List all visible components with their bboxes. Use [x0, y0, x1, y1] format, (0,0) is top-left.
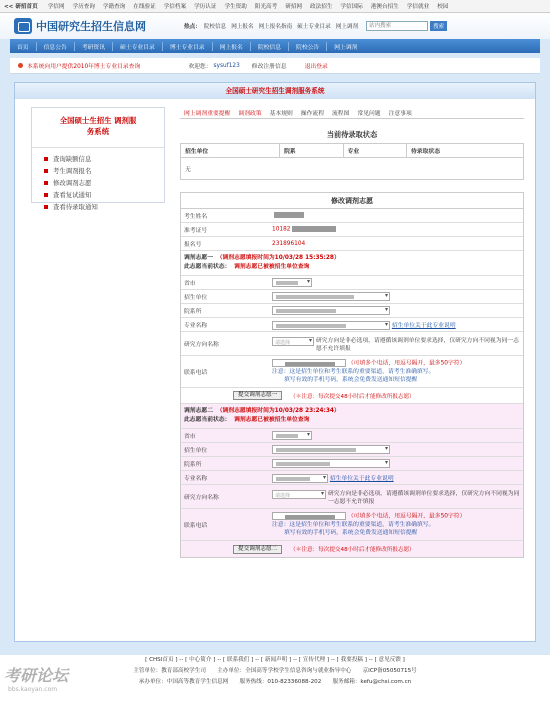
top-link[interactable]: 校园 [437, 4, 449, 10]
phone-label: 联系电话 [184, 370, 208, 376]
status-cell: 无 [181, 158, 280, 180]
phone-note-2: 填写有效的手机号码，系统会免费发送通知短信提醒 [284, 529, 418, 536]
province-select[interactable] [272, 278, 312, 287]
form-title: 修改调剂志愿 [181, 193, 523, 209]
logout-link[interactable]: 退出登录 [304, 64, 328, 70]
footer-links[interactable]: [ CHSI首页 ] -- [ 中心简介 ] -- [ 联系我们 ] -- [ 新闻声明 ] -- [ 宣传代理 ] -- [ 我要投稿 ] -- [ 意见反馈 ] [145, 657, 405, 663]
top-link[interactable]: 学信就业 [406, 4, 430, 10]
sidebar-title [32, 108, 164, 148]
top-link[interactable]: 学信网 [47, 4, 65, 10]
hot-link[interactable]: 网上报名指南 [258, 24, 293, 30]
choice-one-status: 调剂志愿已被被招生单位查询 [234, 264, 310, 270]
choice-one [181, 251, 523, 404]
search-button[interactable]: 搜索 [430, 21, 447, 31]
status-header: 待录取状态 [407, 144, 524, 158]
choice-two-status: 调剂志愿已被被招生单位查询 [234, 417, 310, 423]
welcome-label: 欢迎您： [188, 64, 212, 70]
back-home-link[interactable]: << 研招首页 [4, 4, 38, 10]
tab[interactable]: 流程图 [332, 111, 350, 117]
status-header: 专业 [343, 144, 406, 158]
regno-row [181, 237, 523, 251]
nav-item[interactable]: 博士专业目录 [163, 42, 213, 51]
name-label: 考生姓名 [184, 214, 208, 220]
top-link[interactable]: 学历查询 [72, 4, 95, 10]
hot-link[interactable]: 网上报名 [231, 24, 254, 30]
panel-title: 全国硕士研究生招生调剂服务系统 [15, 83, 535, 99]
phone-note-1: 注意：这是招生单位和考生联系的重要渠道，请考生准确填写。 [272, 521, 435, 528]
province-label: 省市 [184, 281, 196, 287]
nav-item[interactable]: 网上报名 [213, 42, 251, 51]
hot-link[interactable]: 院校信息 [203, 24, 227, 30]
submit-row-1 [181, 388, 523, 404]
ticket-label: 准考证号 [184, 228, 208, 234]
sidebar-item[interactable]: 查看复试通知 [44, 189, 164, 201]
direction-placeholder: 请选择 [275, 339, 291, 346]
tab[interactable]: 注意事项 [388, 111, 412, 117]
modify-registration-link[interactable]: 修改注册信息 [251, 64, 287, 70]
tab[interactable]: 调剂政策 [238, 111, 262, 117]
choice-two-status-label: 此志愿当前状态： [184, 417, 231, 423]
major-info-link[interactable]: 招生单位关于此专业说明 [391, 322, 456, 329]
main-panel [14, 82, 536, 642]
ticket-row [181, 223, 523, 237]
unit-select-2[interactable] [272, 445, 390, 454]
major-select-2[interactable] [272, 474, 328, 483]
status-title: 当前待录取状态 [326, 130, 378, 139]
top-link[interactable]: 研招网 [285, 4, 303, 10]
sidebar-item[interactable]: 修改调剂志愿 [44, 177, 164, 189]
sidebar-menu [32, 148, 164, 213]
phone-input[interactable] [272, 359, 346, 367]
choice-one-title: 调剂志愿一 [184, 255, 213, 261]
top-link[interactable]: 学信国际 [340, 4, 363, 10]
top-links [44, 2, 453, 10]
phone-input-2[interactable] [272, 512, 346, 520]
sidebar-item[interactable]: 查询缺额信息 [44, 153, 164, 165]
main-nav [10, 39, 540, 53]
status-cell [280, 158, 343, 180]
submit-note-2: （＊注意：每次提交48小时后才能修改所报志愿） [290, 547, 415, 553]
tab[interactable]: 网上调剂重要提醒 [184, 111, 231, 117]
search-box [366, 21, 447, 31]
major-select[interactable] [272, 321, 390, 330]
name-row [181, 209, 523, 223]
search-input[interactable] [366, 21, 428, 31]
direction-note: 研究方向是非必选项，请遵循该调剂单位要求选择，仅研究方向不同视为同一志愿不允许填报 [328, 490, 520, 505]
notice-bar [10, 58, 540, 74]
submit-choice-two-button[interactable]: 提交调剂志愿二 [233, 545, 282, 554]
dept-label: 院系所 [184, 309, 202, 315]
notice-message[interactable]: 本系统向用户提供2010年博士专业目录查询 [27, 64, 141, 70]
sidebar [31, 107, 165, 211]
major-label: 专业名称 [184, 476, 208, 482]
info-tabs [180, 107, 524, 119]
nav-item[interactable]: 院校信息 [251, 42, 289, 51]
top-link[interactable]: 学历认证 [194, 4, 217, 10]
tab[interactable]: 操作流程 [300, 111, 324, 117]
choice-two [181, 404, 523, 557]
major-info-link-2[interactable]: 招生单位关于此专业说明 [329, 475, 394, 482]
name-value-masked [274, 212, 304, 218]
nav-item[interactable]: 信息公告 [37, 42, 75, 51]
footer-contact: 承办单位：中国高等教育学生信息网 服务热线：010-82336088-202 服务邮箱：kefu@chsi.com.cn [138, 679, 412, 685]
top-link[interactable]: 阳光高考 [254, 4, 278, 10]
direction-select[interactable] [272, 337, 314, 346]
dept-select[interactable] [272, 306, 390, 315]
footer [0, 655, 550, 703]
direction-select-2[interactable] [272, 490, 326, 499]
nav-item[interactable]: 考研资讯 [75, 42, 113, 51]
unit-label: 招生单位 [184, 295, 208, 301]
nav-item[interactable]: 院校公告 [289, 42, 327, 51]
top-bar [0, 0, 550, 13]
phone-hint: （可填多个电话，用逗号隔开，最多50字符） [347, 513, 466, 520]
modify-form [180, 192, 524, 558]
province-label: 省市 [184, 434, 196, 440]
hot-label: 热点： [184, 24, 201, 30]
phone-note-1: 注意：这是招生单位和考生联系的重要渠道，请考生准确填写。 [272, 368, 435, 375]
header [0, 13, 550, 39]
submit-note-1: （＊注意：每次提交48小时后才能修改所报志愿） [290, 393, 415, 400]
watermark-url: bbs.kaoyan.com [8, 686, 58, 693]
logo-text: 中国研究生招生信息网 [36, 20, 146, 33]
username: sysuf123 [213, 62, 240, 69]
hot-link[interactable]: 硕士专业目录 [297, 24, 331, 30]
choice-one-time: （调剂志愿填报时间为10/03/28 15:35:28） [216, 255, 340, 261]
dept-select-2[interactable] [272, 459, 390, 468]
footer-info: 主管单位：教育部高校学生司 主办单位：全国高等学校学生信息咨询与就业指导中心 京ICP备05050715号 [133, 668, 417, 674]
nav-item[interactable]: 网上调剂 [334, 44, 358, 51]
unit-select[interactable] [272, 292, 390, 301]
watermark-text: 考研论坛 [4, 666, 69, 685]
status-table [180, 143, 524, 180]
top-link[interactable]: 政法招生 [310, 4, 333, 10]
unit-label: 招生单位 [184, 448, 208, 454]
notice-icon [18, 63, 23, 68]
tab[interactable]: 基本规则 [269, 111, 293, 117]
dept-label: 院系所 [184, 462, 202, 468]
major-label: 专业名称 [184, 323, 208, 329]
regno-label: 报名号 [184, 242, 202, 248]
ticket-value: 10182 [272, 226, 291, 233]
choice-one-status-label: 此志愿当前状态： [184, 264, 231, 270]
top-link[interactable]: 学籍查询 [102, 4, 126, 10]
phone-hint: （可填多个电话，用逗号隔开，最多50字符） [347, 360, 466, 367]
direction-label: 研究方向名称 [184, 495, 219, 501]
top-link[interactable]: 学信档案 [163, 4, 187, 10]
choice-two-head [181, 404, 523, 429]
phone-note-2: 填写有效的手机号码，系统会免费发送通知短信提醒 [284, 376, 418, 383]
logo-icon [14, 18, 32, 34]
direction-placeholder: 请选择 [275, 492, 291, 499]
hot-link[interactable]: 网上调剂 [335, 24, 359, 30]
province-select-2[interactable] [272, 431, 312, 440]
sidebar-item[interactable]: 查看待录取通知 [44, 201, 164, 213]
submit-choice-one-button[interactable]: 提交调剂志愿一 [233, 391, 282, 400]
top-link[interactable]: 港澳台招生 [370, 4, 399, 10]
top-link[interactable]: 学生资助 [224, 4, 247, 10]
status-cell [407, 158, 524, 180]
submit-row-2 [181, 541, 523, 557]
direction-note: 研究方向是非必选项，请遵循该调剂单位要求选择，仅研究方向不同视为同一志愿不允许填报 [316, 337, 519, 352]
choice-one-head [181, 251, 523, 276]
sidebar-item[interactable]: 考生调剂报名 [44, 165, 164, 177]
status-cell [343, 158, 406, 180]
top-link[interactable]: 在线验证 [133, 4, 156, 10]
content [180, 107, 524, 558]
nav-item[interactable]: 首页 [10, 42, 37, 51]
regno-value: 231896104 [272, 240, 306, 247]
choice-two-time: （调剂志愿填报时间为10/03/28 23:24:34） [216, 408, 340, 414]
status-header: 招生单位 [181, 144, 280, 158]
nav-item[interactable]: 硕士专业目录 [113, 42, 163, 51]
direction-label: 研究方向名称 [184, 342, 219, 348]
site-logo[interactable] [14, 18, 146, 34]
hot-links [184, 22, 363, 30]
tab[interactable]: 常见问题 [357, 111, 381, 117]
status-header: 院系 [280, 144, 343, 158]
sidebar-title-text: 全国硕士生招生 调剂服务系统 [59, 116, 137, 136]
phone-label: 联系电话 [184, 523, 208, 529]
ticket-masked [292, 226, 336, 232]
choice-two-title: 调剂志愿二 [184, 408, 213, 414]
